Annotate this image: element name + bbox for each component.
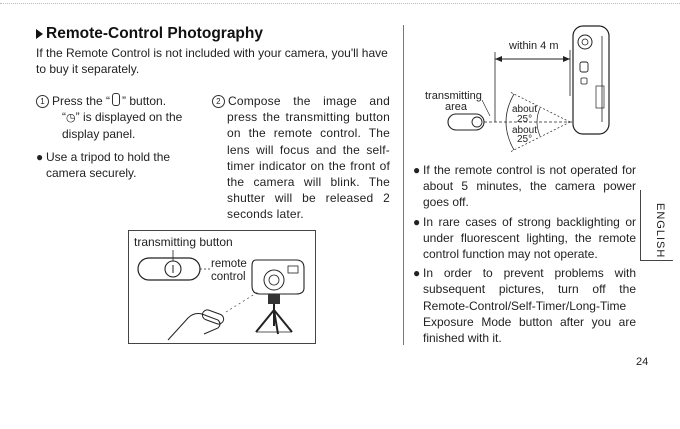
- note-text: In rare cases of strong backlighting or under fluorescent lighting, the remote control function may not operate.: [423, 214, 636, 262]
- angle-bottom-label-2: 25°: [517, 134, 533, 145]
- remote-control-label: remote control: [211, 258, 247, 283]
- note-item: [413, 214, 636, 263]
- intro-text: If the Remote Control is not included with your camera, you'll have to buy it separately.: [36, 46, 388, 76]
- angle-bottom-label-1: about: [512, 125, 538, 136]
- top-rule: [0, 3, 680, 4]
- transmission-range-diagram: [410, 22, 620, 157]
- note-item: [413, 162, 636, 211]
- step-1-line-2-end: ” is displayed on the: [75, 110, 183, 124]
- note-item: [413, 265, 636, 346]
- remote-tripod-drawing: [128, 230, 314, 342]
- step-1: [36, 93, 211, 142]
- step-2-body: [212, 93, 390, 223]
- notes-list: [413, 162, 636, 346]
- step-2: [212, 93, 390, 223]
- tripod-head-icon: [268, 294, 280, 304]
- tripod-tip-text: Use a tripod to hold the camera securely.: [46, 150, 171, 180]
- remote-mode-button-icon: [112, 93, 120, 106]
- remote-control-icon: [138, 258, 200, 280]
- column-divider: [403, 25, 404, 345]
- remote-icon: [448, 114, 484, 130]
- distance-label: within 4 m: [509, 40, 559, 52]
- bullet-icon: ●: [413, 163, 421, 177]
- tripod-tip: [36, 149, 206, 181]
- section-marker-icon: [36, 29, 43, 39]
- page-number: 24: [636, 356, 649, 368]
- tripod-leg-icon: [256, 310, 274, 332]
- step-1-line-3: display panel.: [62, 127, 136, 141]
- illustration-caption: transmitting button: [134, 235, 233, 249]
- bullet-icon: ●: [413, 214, 421, 229]
- hand-icon: [168, 314, 220, 341]
- tripod-tip-body: [36, 149, 206, 181]
- step-1-line-1: [36, 93, 211, 109]
- angle-top-label-2: 25°: [517, 114, 533, 125]
- note-text: If the remote control is not operated for about 5 minutes, the camera power goes off.: [423, 163, 636, 210]
- step-1-lead: Press the “: [52, 94, 111, 108]
- step-1-number: 1: [36, 95, 49, 108]
- step-1-line-2-start: “: [62, 110, 66, 124]
- bullet-icon: ●: [36, 150, 44, 164]
- bullet-icon: ●: [413, 266, 421, 281]
- step-1-lead-end: ” button.: [122, 94, 167, 108]
- step-1-line-2: [36, 109, 211, 126]
- note-text: In order to prevent problems with subsequent pictures, turn off the Remote-Control/Self-Timer/Long-Time Exposure Mode button after you are finished with it.: [423, 266, 636, 346]
- step-2-text: Compose the image and press the transmitting button on the remote control. The lens will focus and the self-timer indicator on the front of the camera will blink. The shutter will be released 2 seconds later.: [227, 94, 390, 222]
- area-label-line-1: transmitting: [425, 90, 482, 102]
- remote-timer-icon: ◷: [66, 112, 76, 124]
- language-tab-label: ENGLISH: [654, 203, 666, 259]
- section-title: Remote-Control Photography: [46, 25, 263, 42]
- angle-top-label-1: about: [512, 104, 538, 115]
- area-label-line-2: area: [445, 101, 468, 113]
- step-2-number: 2: [212, 95, 225, 108]
